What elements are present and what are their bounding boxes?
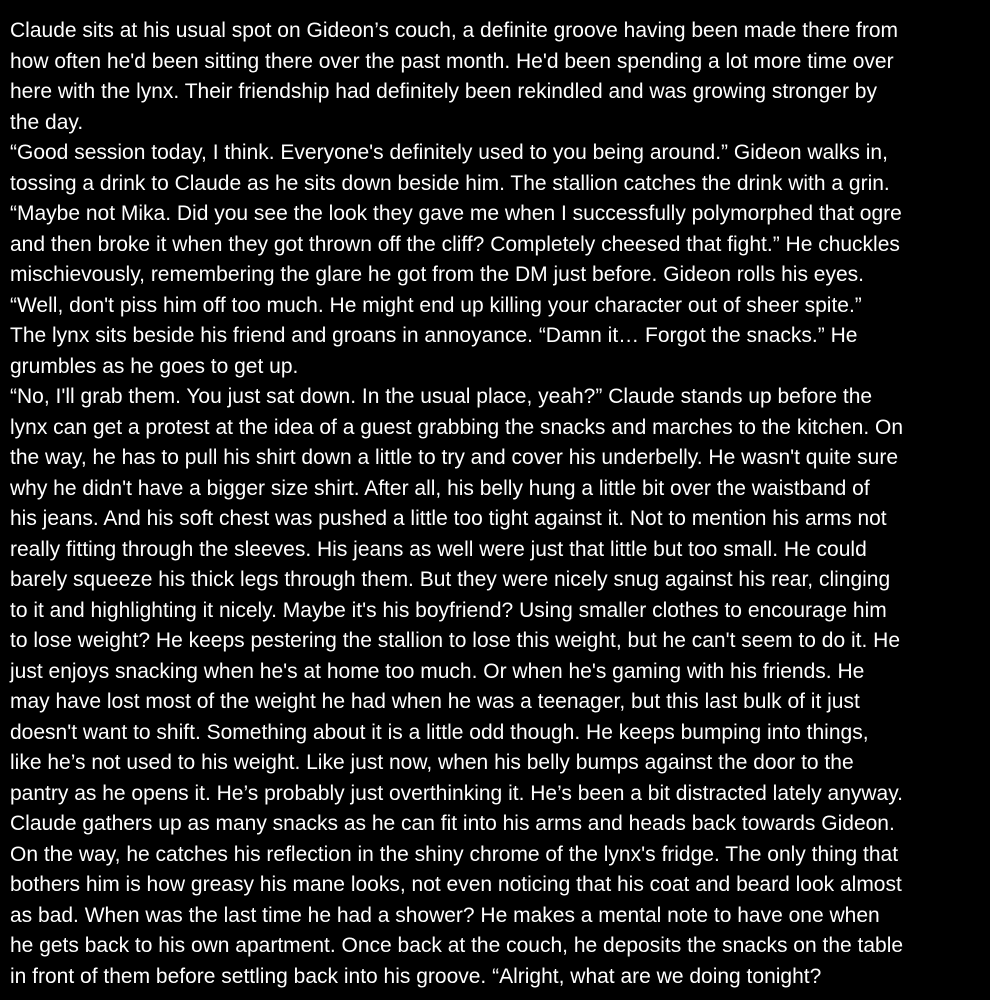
text-line: like he’s not used to his weight. Like just now, when his belly bumps against the door to the: [10, 751, 854, 774]
text-line: “No, I'll grab them. You just sat down. In the usual place, yeah?” Claude stands up before the: [10, 385, 873, 408]
text-line: his jeans. And his soft chest was pushed a little too tight against it. Not to mention his arms not: [10, 507, 887, 530]
text-line: “Well, don't piss him off too much. He might end up killing your character out of sheer spite.”: [10, 293, 862, 317]
text-line: grumbles as he goes to get up.: [10, 354, 299, 378]
text-line: Claude sits at his usual spot on Gideon’s couch, a definite groove having been made there from: [10, 19, 898, 42]
text-line: in front of them before settling back into his groove. “Alright, what are we doing tonight?: [10, 964, 822, 988]
text-line: here with the lynx. Their friendship had definitely been rekindled and was growing stronger by: [10, 80, 877, 103]
text-line: just enjoys snacking when he's at home too much. Or when he's gaming with his friends. He: [10, 659, 865, 683]
story-text-block: [10, 16, 990, 992]
text-line: the way, he has to pull his shirt down a little to try and cover his underbelly. He wasn't quite sure: [10, 446, 899, 469]
text-line: Claude gathers up as many snacks as he can fit into his arms and heads back towards Gideon.: [10, 812, 895, 835]
text-line: mischievously, remembering the glare he got from the DM just before. Gideon rolls his eyes.: [10, 263, 864, 286]
text-line: he gets back to his own apartment. Once back at the couch, he deposits the snacks on the table: [10, 934, 904, 957]
text-line: really fitting through the sleeves. His jeans as well were just that little but too small. He could: [10, 537, 867, 561]
text-line: tossing a drink to Claude as he sits down beside him. The stallion catches the drink with a grin.: [10, 171, 890, 195]
text-line: bothers him is how greasy his mane looks, not even noticing that his coat and beard look almost: [10, 873, 902, 896]
text-line: The lynx sits beside his friend and groans in annoyance. “Damn it… Forgot the snacks.” He: [10, 324, 858, 347]
text-line: pantry as he opens it. He’s probably just overthinking it. He’s been a bit distracted lately anyway.: [10, 781, 903, 805]
text-line: why he didn't have a bigger size shirt. After all, his belly hung a little bit over the waistband of: [10, 476, 870, 500]
text-line: to it and highlighting it nicely. Maybe it's his boyfriend? Using smaller clothes to encourage him: [10, 598, 887, 622]
text-line: barely squeeze his thick legs through them. But they were nicely snug against his rear, clinging: [10, 568, 891, 591]
text-line: and then broke it when they got thrown off the cliff? Completely cheesed that fight.” He chuckles: [10, 232, 900, 256]
text-line: may have lost most of the weight he had when he was a teenager, but this last bulk of it just: [10, 690, 860, 713]
text-line: doesn't want to shift. Something about it is a little odd though. He keeps bumping into things,: [10, 720, 869, 744]
text-line: On the way, he catches his reflection in the shiny chrome of the lynx's fridge. The only thing that: [10, 842, 899, 866]
text-line: how often he'd been sitting there over the past month. He'd been spending a lot more time over: [10, 49, 894, 73]
text-line: “Maybe not Mika. Did you see the look they gave me when I successfully polymorphed that ogre: [10, 202, 902, 225]
text-line: “Good session today, I think. Everyone's definitely used to you being around.” Gideon walks in,: [10, 141, 888, 164]
text-line: the day.: [10, 110, 84, 134]
text-line: lynx can get a protest at the idea of a guest grabbing the snacks and marches to the kitchen. On: [10, 415, 904, 439]
text-line: as bad. When was the last time he had a shower? He makes a mental note to have one when: [10, 903, 880, 927]
text-line: to lose weight? He keeps pestering the stallion to lose this weight, but he can't seem to do it. He: [10, 629, 901, 652]
